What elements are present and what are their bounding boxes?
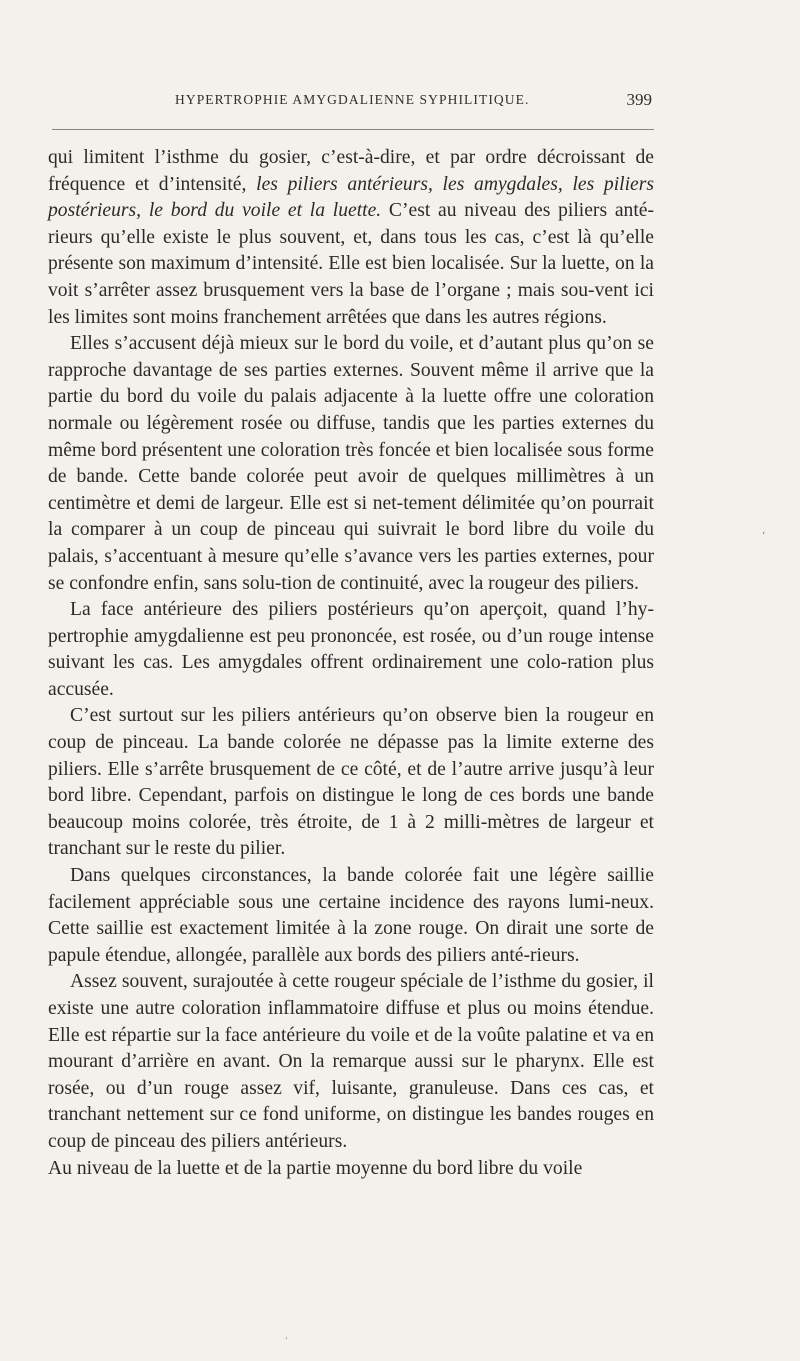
paragraph-1-segment: C’est au niveau des piliers anté-rieurs qu’elle existe le plus souvent, et, dans tous les cas, c’est là qu’elle présente son maximum d’intensité. Elle est bien localisée. Sur la luette, on la voit s’arrêter assez brusquement vers la base de l’organe ; mais sou-vent ici les limites sont moins franchement arrêtées que dans les autres régions. <box>48 200 654 328</box>
paragraph-2 <box>48 331 654 597</box>
paragraph-1 <box>48 145 654 331</box>
paragraph-5 <box>48 863 654 969</box>
paragraph-3 <box>48 597 654 703</box>
paragraph-7 <box>48 1156 654 1183</box>
margin-mark: ‘ <box>762 531 766 542</box>
paragraph-4 <box>48 703 654 863</box>
paragraph-4-segment: C’est surtout sur les piliers antérieurs qu’on observe bien la rougeur en coup de pinceau. La bande colorée ne dépasse pas la limite externe des piliers. Elle s’arrête brusquement de ce côté, et de l’autre arrive jusqu’à leur bord libre. Cependant, parfois on distingue le long de ces bords une bande beaucoup moins colorée, très étroite, de 1 à 2 milli-mètres de largeur et tranchant sur le reste du pilier. <box>48 705 654 860</box>
page-header <box>175 92 652 114</box>
paragraph-6-segment: Assez souvent, surajoutée à cette rougeur spéciale de l’isthme du gosier, il existe une autre coloration inflammatoire diffuse et plus ou moins étendue. Elle est répartie sur la face antérieure du voile et de la voûte palatine et va en mourant d’arrière en avant. On la remarque aussi sur le pharynx. Elle est rosée, ou d’un rouge assez vif, luisante, granuleuse. Dans ces cas, et tranchant nettement sur ce fond uniforme, on distingue les bandes rouges en coup de pinceau des piliers antérieurs. <box>48 971 654 1152</box>
paragraph-1-italic-segment: les piliers antérieurs, les amygdales, les piliers postérieurs, le bord du voile et la luette. <box>48 173 655 222</box>
body-text <box>48 145 654 1182</box>
paragraph-3-segment: La face antérieure des piliers postérieurs qu’on aperçoit, quand l’hy-pertrophie amygdalienne est peu prononcée, est rosée, ou d’un rouge intense suivant les cas. Les amygdales offrent ordinairement une colo-ration plus accusée. <box>48 599 654 700</box>
paragraph-5-segment: Dans quelques circonstances, la bande colorée fait une légère saillie facilement appréciable sous une certaine incidence des rayons lumi-neux. Cette saillie est exactement limitée à la zone rouge. On dirait une sorte de papule étendue, allongée, parallèle aux bords des piliers anté-rieurs. <box>48 865 654 966</box>
page-number: 399 <box>626 90 652 109</box>
header-rule <box>52 129 654 130</box>
paragraph-1-segment: qui limitent l’isthme du gosier, c’est-à-dire, et par ordre décroissant de fréquence et d’intensité, <box>48 147 654 195</box>
paragraph-2-segment: Elles s’accusent déjà mieux sur le bord du voile, et d’autant plus qu’on se rapproche davantage de ses parties externes. Souvent même il arrive que la partie du bord du voile du palais adjacente à la luette offre une coloration normale ou légèrement rosée ou diffuse, tandis que les parties externes du même bord présentent une coloration très foncée et bien localisée sous forme de bande. Cette bande colorée peut avoir de quelques millimètres à un centimètre et demi de largeur. Elle est si net-tement délimitée qu’on pourrait la comparer à un coup de pinceau qui suivrait le bord libre du voile du palais, s’accentuant à mesure qu’elle s’avance vers les parties externes, pour se confondre enfin, sans solu-tion de continuité, avec la rougeur des piliers. <box>48 333 654 594</box>
bottom-mark: , <box>285 1330 289 1341</box>
paragraph-7-segment: Au niveau de la luette et de la partie moyenne du bord libre du voile <box>48 1157 583 1179</box>
running-title: HYPERTROPHIE AMYGDALIENNE SYPHILITIQUE. <box>175 92 530 107</box>
paragraph-6 <box>48 969 654 1155</box>
